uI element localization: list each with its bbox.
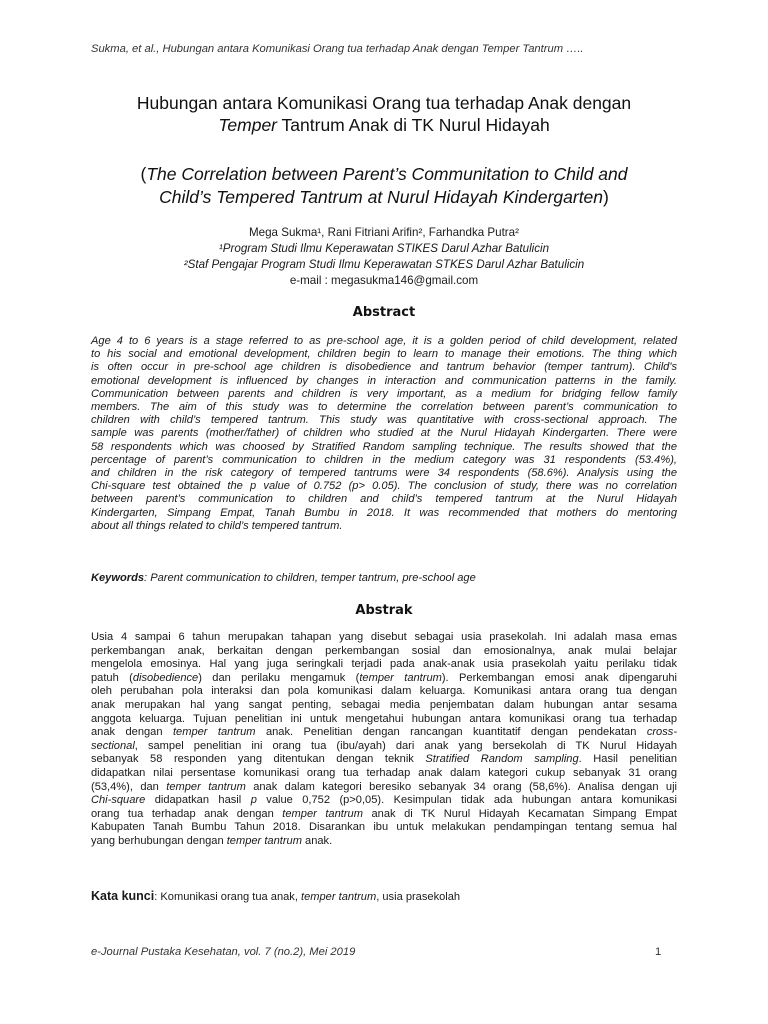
italic-term: temper tantrum	[359, 671, 442, 684]
abstrak-line	[91, 808, 677, 822]
text-segment: , sampel penelitian ini orang tua (ibu/ayah) dari anak yang bersekolah di TK Nurul Hidayah	[134, 739, 677, 752]
italic-term: temper tantrum	[301, 891, 377, 903]
text-segment: Usia 4 sampai 6 tahun merupakan tahapan yang disebut sebagai usia prasekolah. Ini adalah masa emas	[91, 631, 677, 643]
abstract-line: members. The aim of this study was to determine the correlation between parent’s communication to	[91, 401, 677, 414]
affiliation-2: ²Staf Pengajar Program Studi Ilmu Keperawatan STKES Darul Azhar Batulicin	[183, 258, 585, 271]
italic-term: Chi-square	[91, 794, 146, 807]
italic-term: temper tantrum	[226, 834, 302, 847]
author-email: e-mail : megasukma146@gmail.com	[289, 274, 479, 287]
text-segment: anak di TK Nurul Hidayah Kecamatan Simpang Empat	[362, 807, 678, 820]
italic-term: p	[250, 794, 257, 807]
text-segment: ). Perkembangan emosi anak dipengaruhi	[441, 671, 677, 684]
title-english-line-1-text: The Correlation between Parent’s Communitation to Child and	[146, 164, 628, 184]
abstract-line: Age 4 to 6 years is a stage referred to as pre-school age, it is a golden period of child development, related	[91, 335, 677, 347]
abstrak-line	[91, 740, 677, 754]
abstract-line: is often occur in pre-school age children is disobedience and tantrum behavior (temper tantrum). Child's	[91, 361, 677, 374]
kata-kunci-text	[154, 891, 460, 903]
abstrak-line	[91, 658, 677, 672]
italic-term: disobedience	[132, 671, 199, 684]
author-block	[60, 225, 708, 289]
title-indonesian-line-2	[60, 114, 708, 136]
keywords	[91, 572, 677, 584]
text-segment: , usia prasekolah	[376, 891, 461, 903]
abstrak-line	[91, 672, 677, 686]
abstrak-line	[91, 835, 677, 849]
italic-term: Stratified Random sampling	[425, 753, 579, 766]
abstract-line: emotional development is influenced by changes in interaction and communication patterns in the family.	[91, 374, 677, 387]
italic-term: temper tantrum	[166, 780, 246, 793]
title-english	[60, 163, 708, 209]
title-indonesian-line-1: Hubungan antara Komunikasi Orang tua terhadap Anak dengan	[136, 93, 632, 113]
abstract-line: percentage of parent’s communication to children in the medium category was 31 respondents (53.4%),	[91, 453, 677, 466]
abstrak-line	[91, 713, 677, 727]
text-segment: anak merupakan hal yang sangat penting, sebagai media penjembatan dalam hubungan antar sesama	[91, 698, 677, 711]
title-indonesian-line-2-rest: Tantrum Anak di TK Nurul Hidayah	[277, 115, 550, 135]
abstract-line: to his social and emotional development, children begin to learn to manage their emotions. The thing which	[91, 348, 677, 361]
italic-term: cross-	[646, 726, 678, 739]
text-segment: ) dan perilaku mengamuk (	[198, 671, 360, 684]
keywords-text: : Parent communication to children, temper tantrum, pre-school age	[144, 572, 476, 584]
title-italic-term: Temper	[218, 115, 277, 135]
abstract-line: 58 respondents which was choosed by Stratified Random sampling technique. The results showed that the	[91, 440, 677, 453]
abstrak-heading: Abstrak	[355, 603, 413, 618]
italic-term: temper tantrum	[282, 807, 363, 820]
title-english-line-2	[60, 186, 708, 209]
text-segment: . Hasil penelitian	[578, 753, 677, 766]
italic-term: sectional	[91, 739, 135, 752]
page-number: 1	[655, 946, 662, 958]
title-english-line-1	[60, 163, 708, 186]
abstract-line: Kindergarten, Simpang Empat, Tanah Bumbu in 2018. It was recommended that mothers do mentoring	[91, 506, 677, 519]
abstract-line: sample was parents (mother/father) of children who studied at the Nurul Hidayah Kindergarten. There were	[91, 427, 677, 440]
title-close-paren: )	[603, 187, 609, 207]
title-open-paren: (	[140, 164, 147, 184]
running-header: Sukma, et al., Hubungan antara Komunikasi Orang tua terhadap Anak dengan Temper Tantrum …..	[91, 43, 584, 55]
kata-kunci-label: Kata kunci	[91, 889, 155, 903]
abstract-line: between parent’s communication to children and child’s tempered tantrum at the Nurul Hidayah	[91, 493, 677, 506]
text-segment: (53,4%), dan	[91, 780, 167, 793]
author-names: Mega Sukma¹, Rani Fitriani Arifin², Farhandka Putra²	[249, 226, 519, 239]
text-segment: didapatkan nilai persentase komunikasi orang tua terhadap anak dalam kategori cukup sebanyak 31 orang	[91, 766, 677, 779]
abstrak-line	[91, 631, 677, 645]
text-segment: didapatkan hasil	[145, 794, 251, 807]
text-segment: yang berhubungan dengan	[91, 834, 227, 847]
text-segment: perkembangan anak, berkaitan dengan perkembangan sosial dan emosionalnya, anak mulai belajar	[91, 644, 677, 657]
italic-term: temper tantrum	[172, 726, 256, 739]
abstract-line: and children in the risk category of tempered tantrums were 34 respondents (58.6%). Analysis using the	[91, 467, 677, 480]
abstrak-line	[91, 767, 677, 781]
abstrak-line	[91, 794, 677, 808]
text-segment: value 0,752 (p>0,05). Kesimpulan tidak ada hubungan antara komunikasi	[256, 794, 677, 807]
text-segment: anak.	[301, 834, 333, 847]
text-segment: oleh perubahan pola interaksi dan pola komunikasi dalam keluarga. Komunikasi antara orang tua dengan	[91, 685, 677, 698]
abstrak-line	[91, 753, 677, 767]
text-segment: orang tua terhadap anak dengan	[91, 807, 283, 820]
abstract-line: Communication between parents and children is very important, as a medium for bridging fellow family	[91, 387, 677, 400]
footer-journal: e-Journal Pustaka Kesehatan, vol. 7 (no.2), Mei 2019	[91, 946, 356, 958]
title-english-line-2-text: Child’s Tempered Tantrum at Nurul Hidayah Kindergarten	[159, 187, 604, 207]
abstract-line: children with child’s tempered tantrum. This study was quantitative with cross-sectional approach. The	[91, 414, 677, 427]
keywords-label: Keywords	[91, 572, 145, 584]
kata-kunci	[91, 889, 677, 903]
text-segment: anak dengan	[91, 726, 173, 739]
text-segment: anggota keluarga. Tujuan penelitian ini untuk mengetahui hubungan antara komunikasi orang tua terhadap	[91, 712, 677, 725]
abstract-body	[91, 335, 677, 533]
abstrak-line	[91, 699, 677, 713]
text-segment: anak dalam kategori beresiko sebanyak 34 orang (58,6%). Analisa dengan uji	[245, 780, 677, 793]
title-indonesian	[60, 92, 708, 136]
text-segment: patuh (	[91, 671, 133, 684]
abstrak-line	[91, 685, 677, 699]
abstract-line: about all things related to child’s tempered tantrum.	[91, 519, 343, 532]
abstrak-line	[91, 726, 677, 740]
text-segment: Kabupaten Tanah Bumbu Tahun 2018. Disarankan ibu untuk melakukan pendampingan tentang semua hal	[91, 821, 677, 834]
abstrak-line	[91, 781, 677, 795]
text-segment: mengelola emosinya. Hal yang juga seringkali terjadi pada anak-anak usia prasekolah yaitu perilaku tidak	[91, 658, 677, 671]
abstrak-body	[91, 631, 677, 849]
affiliation-1: ¹Program Studi Ilmu Keperawatan STIKES Darul Azhar Batulicin	[218, 242, 550, 255]
abstrak-line	[91, 645, 677, 659]
text-segment: anak. Penelitian dengan rancangan kuantitatif dengan pendekatan	[255, 726, 647, 739]
abstrak-line	[91, 821, 677, 835]
text-segment: sebanyak 58 responden yang ditentukan dengan teknik	[91, 753, 426, 766]
abstract-heading: Abstract	[352, 305, 416, 320]
text-segment: : Komunikasi orang tua anak,	[154, 891, 301, 903]
abstract-line: Chi-square test obtained the p value of 0.752 (p> 0.05). The conclusion of study, there was no correlation	[91, 480, 677, 493]
